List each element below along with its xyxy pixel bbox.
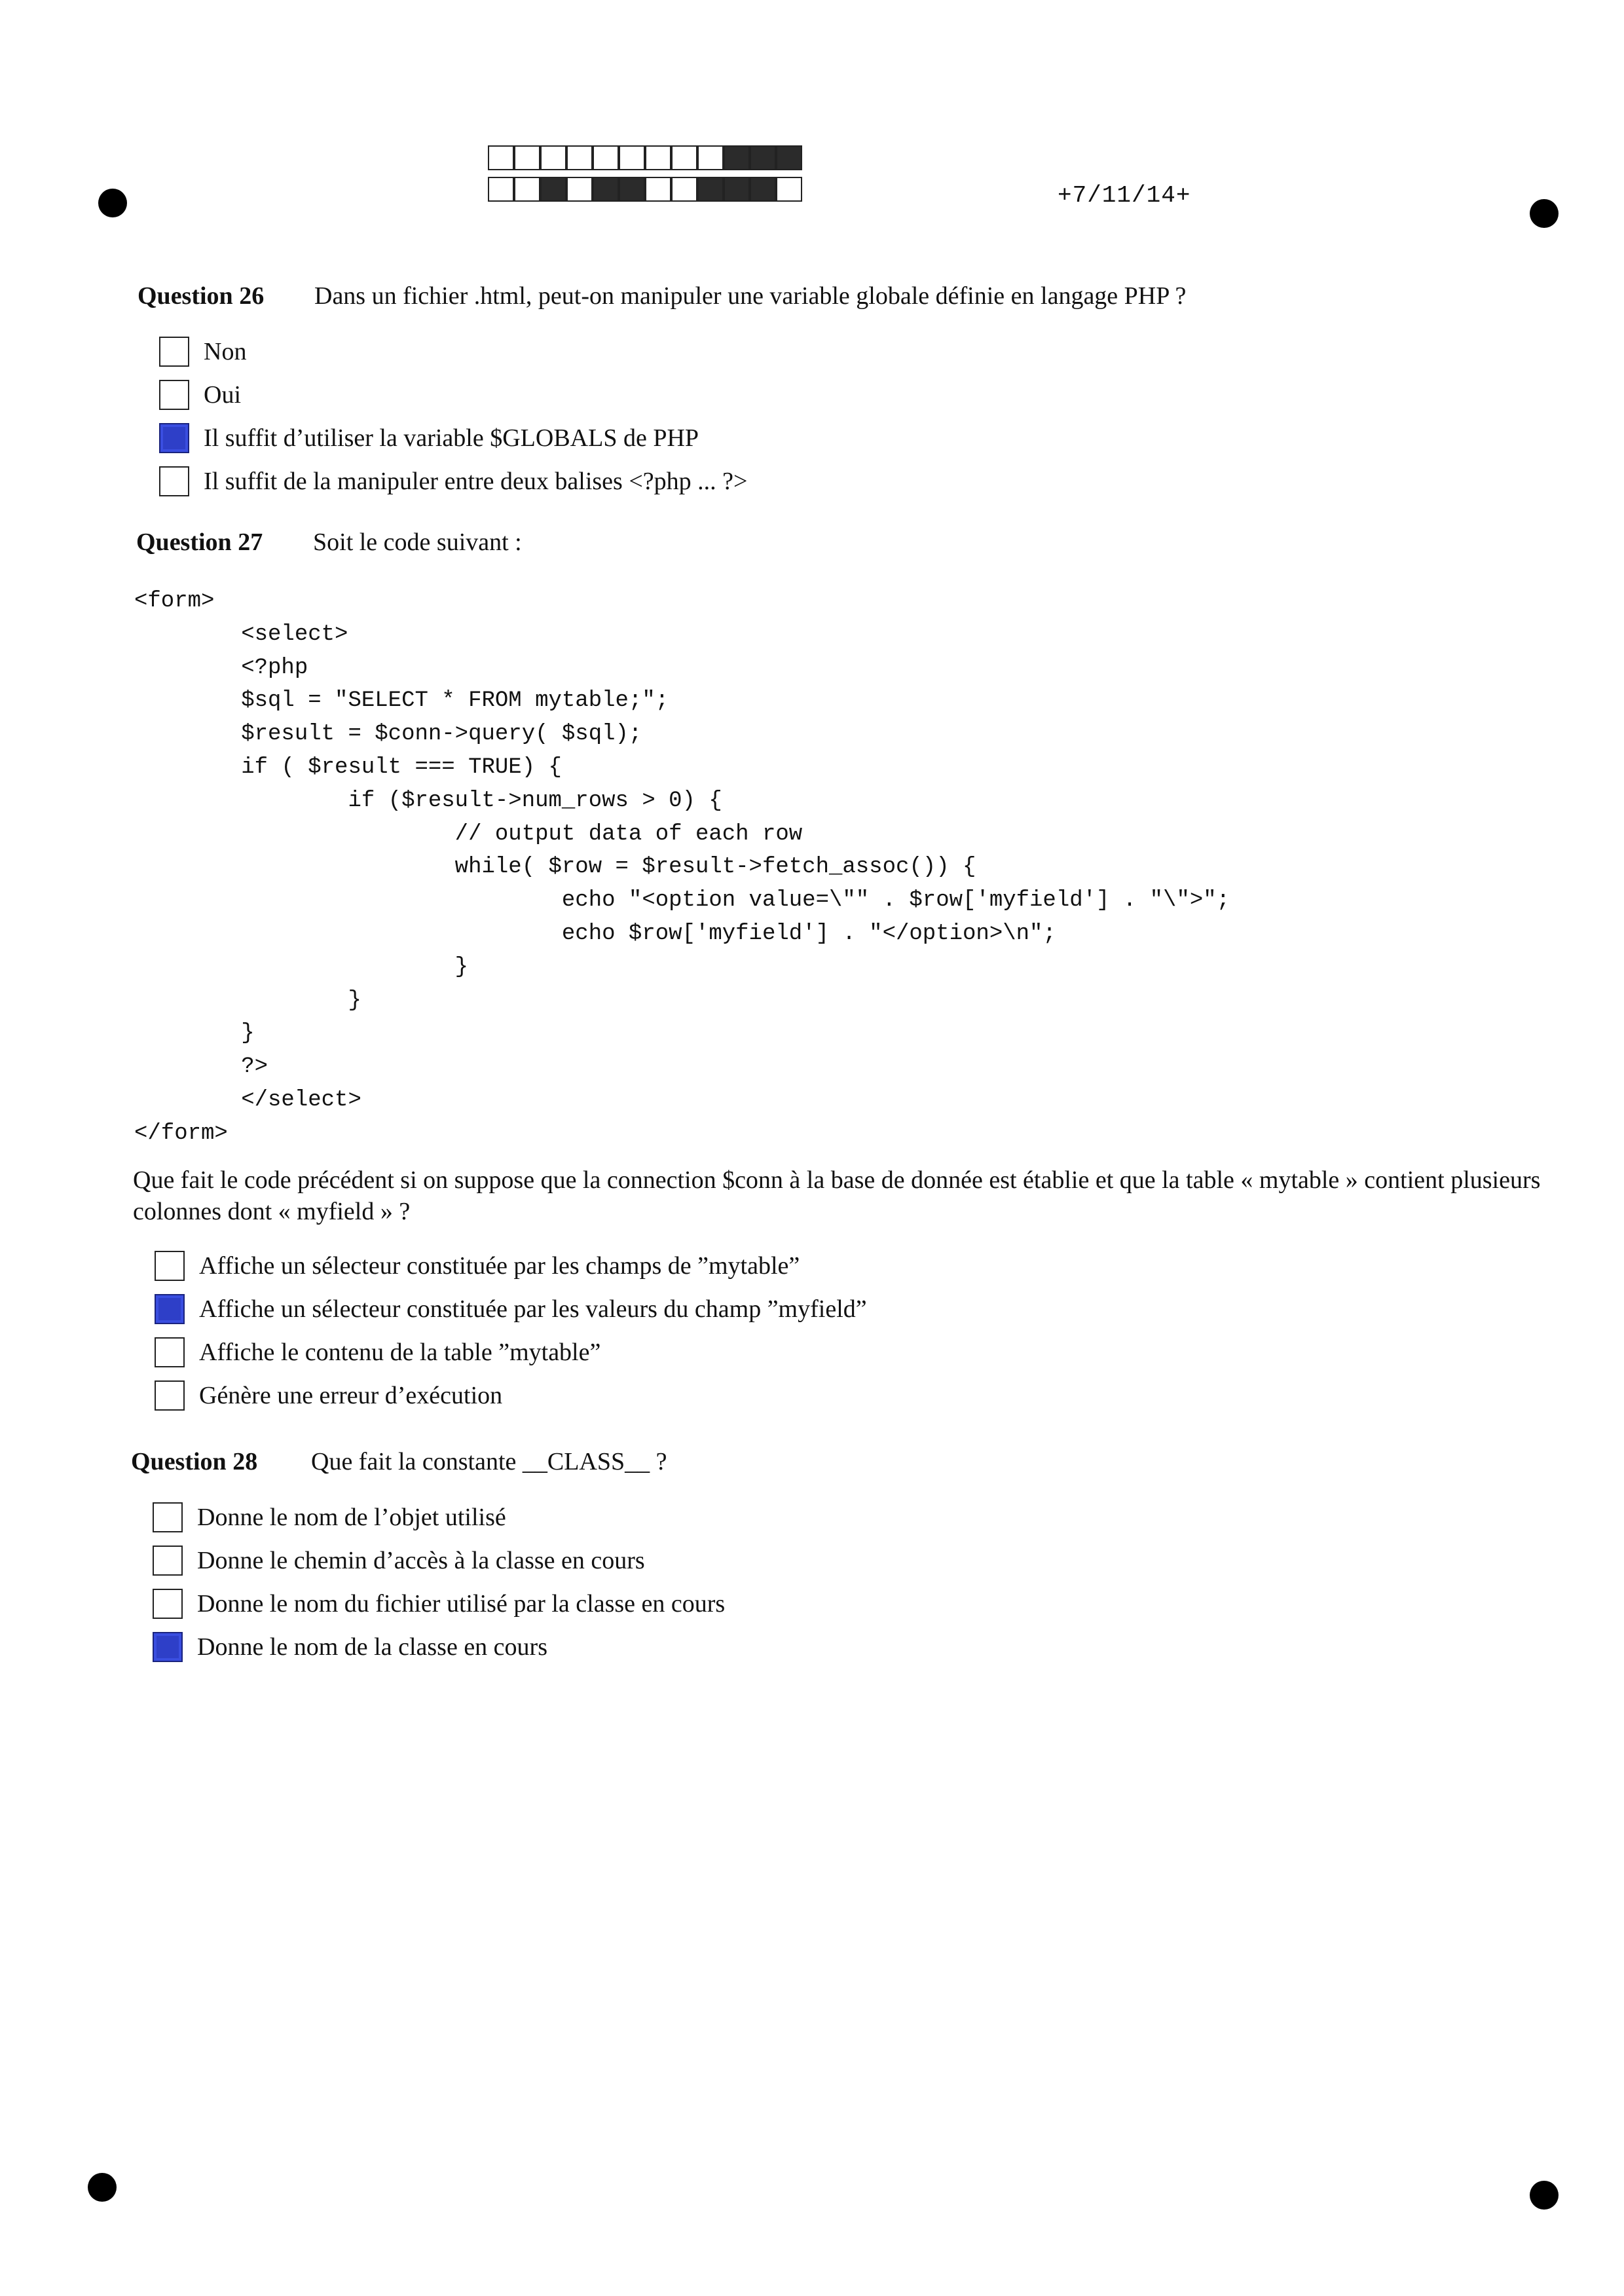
checkbox[interactable]	[159, 337, 189, 367]
option-label: Donne le chemin d’accès à la classe en cours	[197, 1547, 645, 1574]
mark-cell-filled	[750, 177, 776, 202]
mark-cell-empty	[514, 145, 540, 170]
question-prompt: Que fait la constante __CLASS__ ?	[311, 1448, 667, 1475]
mark-cell-empty	[566, 145, 593, 170]
mark-cell-empty	[488, 177, 514, 202]
q26-option-4[interactable]	[159, 465, 747, 498]
q28-option-1[interactable]	[153, 1501, 506, 1534]
mark-cell-empty	[645, 177, 671, 202]
code-block: <form> <select> <?php $sql = "SELECT * FROM mytable;"; $result = $conn->query( $sql); if ( $result === TRUE) { if ($result->num_rows > 0) { // output data of each row while( $row = $result->fetch_assoc()) { echo "<option value=\"" . $row['myfield'] . "\">"; echo $row['myfield'] . "</option>\n"; } } } ?> </select> </form>	[134, 589, 1230, 1146]
option-label: Affiche un sélecteur constituée par les valeurs du champ ”myfield”	[199, 1295, 867, 1323]
checkbox[interactable]	[159, 380, 189, 410]
checkbox[interactable]	[153, 1502, 183, 1532]
barcode-row-1	[488, 145, 802, 172]
checkbox[interactable]	[155, 1380, 185, 1411]
q27-option-2[interactable]	[155, 1293, 867, 1325]
option-label: Affiche un sélecteur constituée par les champs de ”mytable”	[199, 1252, 800, 1280]
q28-option-2[interactable]	[153, 1544, 645, 1577]
checkbox[interactable]	[159, 423, 189, 453]
checkbox[interactable]	[159, 466, 189, 496]
q27-option-3[interactable]	[155, 1336, 600, 1369]
question-28-header	[131, 1447, 667, 1476]
q26-option-2[interactable]	[159, 379, 241, 411]
option-label: Oui	[204, 381, 241, 409]
mark-cell-filled	[619, 177, 645, 202]
mark-cell-empty	[697, 145, 724, 170]
mark-cell-empty	[566, 177, 593, 202]
checkbox[interactable]	[155, 1251, 185, 1281]
mark-cell-filled	[540, 177, 566, 202]
option-label: Donne le nom de l’objet utilisé	[197, 1504, 506, 1531]
question-26-header	[138, 282, 1186, 310]
question-prompt: Soit le code suivant :	[313, 528, 522, 556]
q28-option-3[interactable]	[153, 1587, 725, 1620]
question-label: Question 27	[136, 528, 263, 556]
page-id: +7/11/14+	[1058, 182, 1191, 209]
checkbox[interactable]	[153, 1589, 183, 1619]
mark-cell-empty	[514, 177, 540, 202]
option-label: Il suffit de la manipuler entre deux balises <?php ... ?>	[204, 468, 748, 495]
checkbox[interactable]	[155, 1337, 185, 1367]
checkbox[interactable]	[153, 1632, 183, 1662]
mark-cell-filled	[697, 177, 724, 202]
corner-dot-top-left	[98, 189, 127, 217]
option-label: Donne le nom de la classe en cours	[197, 1633, 547, 1661]
q28-option-4[interactable]	[153, 1631, 547, 1663]
option-label: Non	[204, 338, 247, 365]
corner-dot-top-right	[1530, 199, 1559, 228]
q26-option-3[interactable]	[159, 422, 699, 454]
mark-cell-empty	[540, 145, 566, 170]
mark-cell-filled	[724, 145, 750, 170]
q26-option-1[interactable]	[159, 335, 246, 368]
q27-option-1[interactable]	[155, 1250, 800, 1282]
barcode-row-2	[488, 177, 802, 203]
mark-cell-empty	[619, 145, 645, 170]
mark-cell-empty	[776, 177, 802, 202]
option-label: Génère une erreur d’exécution	[199, 1382, 503, 1409]
mark-cell-empty	[488, 145, 514, 170]
option-label: Affiche le contenu de la table ”mytable”	[199, 1339, 601, 1366]
question-prompt: Dans un fichier .html, peut-on manipuler une variable globale définie en langage PHP ?	[314, 282, 1187, 310]
question-label: Question 28	[131, 1448, 258, 1475]
corner-dot-bottom-left	[88, 2173, 117, 2202]
mark-cell-empty	[645, 145, 671, 170]
mark-cell-filled	[593, 177, 619, 202]
question-label: Question 26	[138, 282, 265, 310]
checkbox[interactable]	[153, 1546, 183, 1576]
mark-cell-empty	[671, 145, 697, 170]
mark-cell-filled	[776, 145, 802, 170]
option-label: Il suffit d’utiliser la variable $GLOBALS de PHP	[204, 424, 699, 452]
option-label: Donne le nom du fichier utilisé par la classe en cours	[197, 1590, 726, 1618]
corner-dot-bottom-right	[1530, 2181, 1559, 2210]
q27-option-4[interactable]	[155, 1379, 502, 1412]
mark-cell-filled	[750, 145, 776, 170]
mark-cell-filled	[724, 177, 750, 202]
checkbox[interactable]	[155, 1294, 185, 1324]
mark-cell-empty	[671, 177, 697, 202]
question-27-header	[136, 528, 522, 557]
mark-cell-empty	[593, 145, 619, 170]
question-27-text: Que fait le code précédent si on suppose que la connection $conn à la base de donnée est établie et que la table « mytable » contient plusieurs colonnes dont « myfield » ?	[133, 1166, 1541, 1225]
